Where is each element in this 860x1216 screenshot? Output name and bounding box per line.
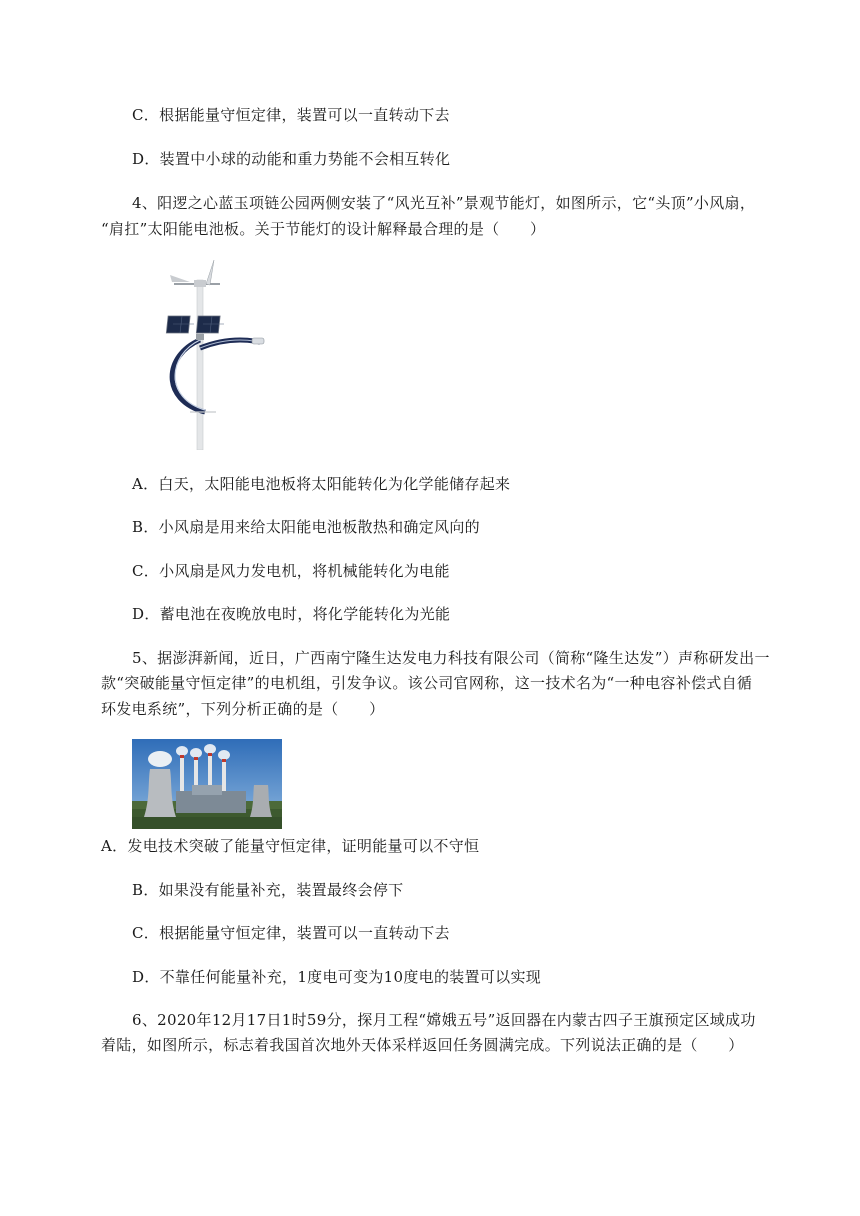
q4-option-c: C．小风扇是风力发电机，将机械能转化为电能 — [132, 562, 450, 580]
q4-option-b: B．小风扇是用来给太阳能电池板散热和确定风向的 — [132, 518, 480, 536]
q4-stem-line2: “肩扛”太阳能电池板。关于节能灯的设计解释最合理的是（ ） — [101, 220, 546, 238]
q4-option-a: A．白天，太阳能电池板将太阳能转化为化学能储存起来 — [132, 475, 511, 493]
street-lamp-head — [252, 338, 264, 344]
solar-panel-right — [196, 316, 224, 333]
q5-stem-line3: 环发电系统”，下列分析正确的是（ ） — [101, 700, 385, 718]
q5-stem-line1: 5、据澎湃新闻，近日，广西南宁隆生达发电力科技有限公司（简称“隆生达发”）声称研发出一 — [132, 649, 770, 667]
q4-stem-line1: 4、阳逻之心蓝玉项链公园两侧安装了“风光互补”景观节能灯，如图所示，它“头顶”小风扇， — [132, 194, 756, 212]
q4-option-d: D．蓄电池在夜晚放电时，将化学能转化为光能 — [132, 605, 451, 623]
wind-turbine-nacelle — [194, 280, 206, 287]
street-light-figure — [160, 260, 270, 450]
q3-option-d: D．装置中小球的动能和重力势能不会相互转化 — [132, 150, 451, 168]
q5-option-d: D．不靠任何能量补充，1度电可变为10度电的装置可以实现 — [132, 968, 542, 986]
q5-stem-line2: 款“突破能量守恒定律”的电机组，引发争议。该公司官网称，这一技术名为“一种电容补偿式自循 — [101, 674, 753, 692]
q5-option-b: B．如果没有能量补充，装置最终会停下 — [132, 881, 404, 899]
solar-panel-left — [166, 316, 194, 333]
light-pole — [197, 280, 203, 450]
q3-option-c: C．根据能量守恒定律，装置可以一直转动下去 — [132, 106, 450, 124]
q6-stem-line2: 着陆，如图所示，标志着我国首次地外天体采样返回任务圆满完成。下列说法正确的是（ ） — [101, 1036, 744, 1054]
q5-option-a: A．发电技术突破了能量守恒定律，证明能量可以不守恒 — [101, 837, 480, 855]
power-plant-photo — [132, 739, 282, 829]
q6-stem-line1: 6、2020年12月17日1时59分，探月工程“嫦娥五号”返回器在内蒙古四子王旗预定区域成功 — [132, 1011, 756, 1029]
q5-option-c: C．根据能量守恒定律，装置可以一直转动下去 — [132, 924, 450, 942]
wind-turbine-blade — [206, 260, 214, 285]
